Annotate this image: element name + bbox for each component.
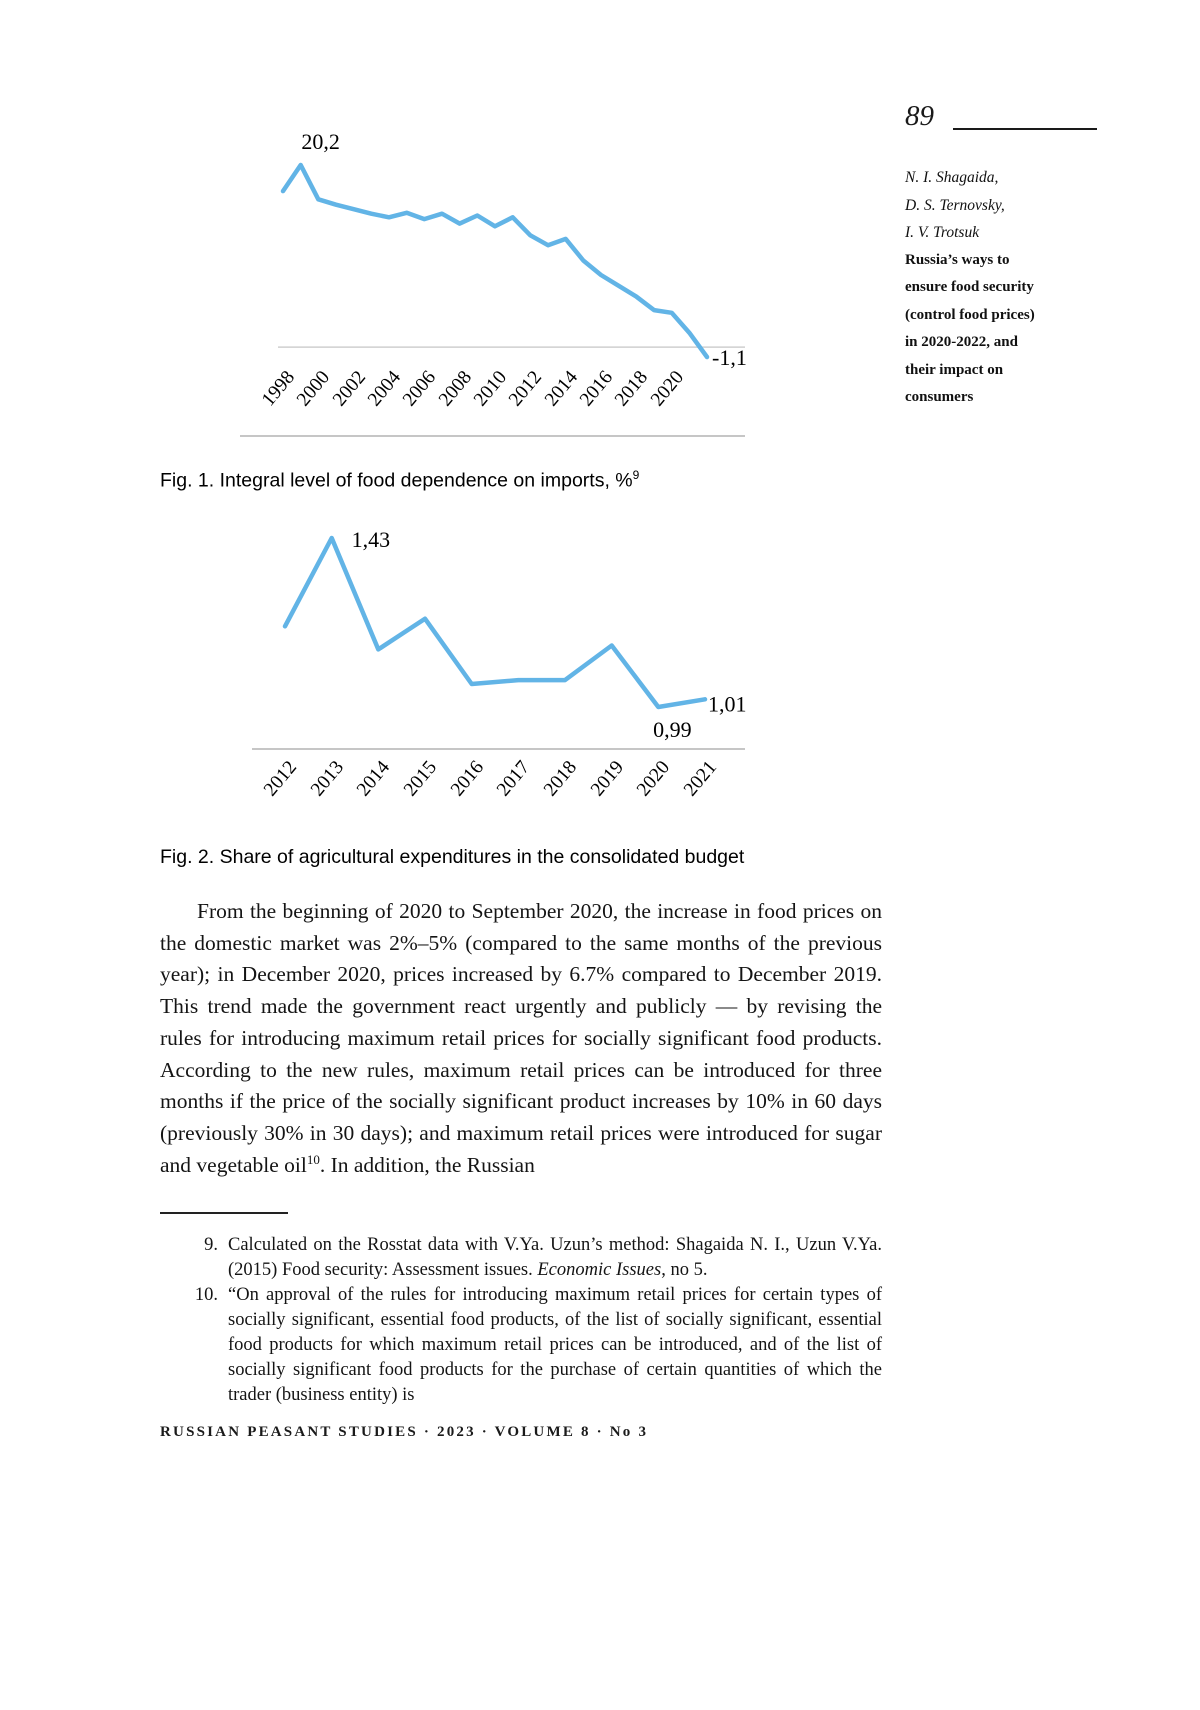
margin-author-3: I. V. Trotsuk bbox=[905, 224, 980, 241]
x-tick-label: 2020 bbox=[646, 367, 688, 411]
body-paragraph bbox=[160, 896, 882, 1181]
data-point-label: 1,01 bbox=[708, 691, 747, 717]
fig2-plot-area bbox=[238, 505, 754, 801]
footnote-text-end: , no 5. bbox=[661, 1260, 708, 1280]
fig2-line-chart bbox=[238, 505, 754, 850]
x-tick-label: 2010 bbox=[469, 367, 512, 411]
chart-canvas bbox=[238, 505, 754, 755]
x-tick-label: 2014 bbox=[540, 367, 582, 411]
footnote-9 bbox=[160, 1233, 882, 1283]
x-tick-label: 2008 bbox=[434, 367, 476, 411]
footnote-10 bbox=[160, 1283, 882, 1408]
footnote-number: 9. bbox=[204, 1235, 218, 1255]
x-tick-label: 2000 bbox=[293, 367, 335, 411]
fig2-axis-line bbox=[252, 748, 745, 750]
x-tick-label: 1998 bbox=[257, 367, 300, 411]
x-tick-label: 2015 bbox=[399, 757, 442, 801]
body-text-part2: . In addition, the Russian bbox=[319, 1152, 535, 1177]
footnote-italic-text: Economic Issues bbox=[537, 1260, 662, 1280]
fig1-caption bbox=[160, 468, 900, 493]
x-tick-label: 2006 bbox=[399, 367, 441, 411]
x-tick-label: 2018 bbox=[539, 757, 582, 801]
x-tick-label: 2018 bbox=[611, 367, 653, 411]
x-tick-label: 2021 bbox=[679, 757, 722, 801]
x-axis-tick-labels bbox=[238, 365, 754, 427]
chart-canvas bbox=[238, 118, 754, 368]
x-tick-label: 2012 bbox=[505, 367, 547, 411]
x-tick-label: 2013 bbox=[306, 757, 348, 801]
header-rule bbox=[953, 128, 1097, 130]
fig1-line-chart bbox=[238, 118, 754, 466]
footnote-separator-rule bbox=[160, 1212, 288, 1214]
fig1-caption-text: Fig. 1. Integral level of food dependence on imports, % bbox=[160, 469, 633, 492]
x-tick-label: 2002 bbox=[328, 367, 370, 411]
margin-note bbox=[905, 164, 1045, 412]
x-tick-label: 2004 bbox=[363, 367, 406, 411]
page-number: 89 bbox=[905, 100, 934, 132]
x-tick-label: 2012 bbox=[259, 757, 302, 801]
fig1-plot-area bbox=[238, 118, 754, 411]
footnote-ref-10: 10 bbox=[306, 1151, 320, 1167]
margin-author-1: N. I. Shagaida, bbox=[905, 169, 999, 186]
data-point-label: 1,43 bbox=[351, 527, 391, 552]
x-tick-label: 2016 bbox=[446, 757, 488, 801]
x-tick-label: 2014 bbox=[353, 757, 395, 801]
data-line bbox=[285, 538, 705, 707]
footnote-number: 10. bbox=[194, 1285, 218, 1305]
data-point-label: 20,2 bbox=[301, 129, 340, 154]
x-tick-label: 2020 bbox=[633, 757, 675, 801]
footnotes bbox=[160, 1233, 882, 1408]
fig1-axis-line bbox=[240, 435, 745, 437]
footnote-text: “On approval of the rules for introducing maximum retail prices for certain types of socially significant, essential food products, of the list of socially significant, essential food products for which maximum retail prices can be introduced, and of the list of socially significant food products for the purchase of certain quantities of which the trader (business entity) is bbox=[228, 1285, 882, 1405]
x-tick-label: 2017 bbox=[493, 757, 535, 801]
fig2-caption-text: Fig. 2. Share of agricultural expenditures in the consolidated budget bbox=[160, 846, 745, 868]
fig2-caption bbox=[160, 846, 900, 869]
x-tick-label: 2019 bbox=[586, 757, 628, 801]
margin-article-title: Russia’s ways to ensure food security (control food prices) in 2020-2022, and their impact on consumers bbox=[905, 251, 1035, 405]
footnote-text: Calculated on the Rosstat data with V.Ya. Uzun’s method: Shagaida N. I., Uzun V.Ya. (2015) Food security: Assessment issues. bbox=[228, 1235, 882, 1280]
x-tick-label: 2016 bbox=[575, 367, 618, 411]
data-point-label: -1,1 bbox=[712, 345, 747, 370]
fig1-caption-footnote-ref: 9 bbox=[632, 468, 640, 482]
data-point-label: 0,99 bbox=[653, 717, 692, 742]
journal-footer: RUSSIAN PEASANT STUDIES · 2023 · VOLUME 8 · No 3 bbox=[160, 1424, 649, 1440]
x-axis-tick-labels bbox=[238, 755, 754, 817]
data-line bbox=[283, 165, 707, 357]
body-text-part1: From the beginning of 2020 to September 2020, the increase in food prices on the domestic market was 2%–5% (compared to the same months of the previous year); in December 2020, prices increased by 6.7% compared to December 2019. This trend made the government react urgently and publicly — by revising the rules for introducing maximum retail prices for socially significant food products. According to the new rules, maximum retail prices can be introduced for three months if the price of the socially significant product increases by 10% in 60 days (previously 30% in 30 days); and maximum retail prices were introduced for sugar and vegetable oil bbox=[160, 899, 882, 1177]
margin-author-2: D. S. Ternovsky, bbox=[905, 196, 1005, 214]
